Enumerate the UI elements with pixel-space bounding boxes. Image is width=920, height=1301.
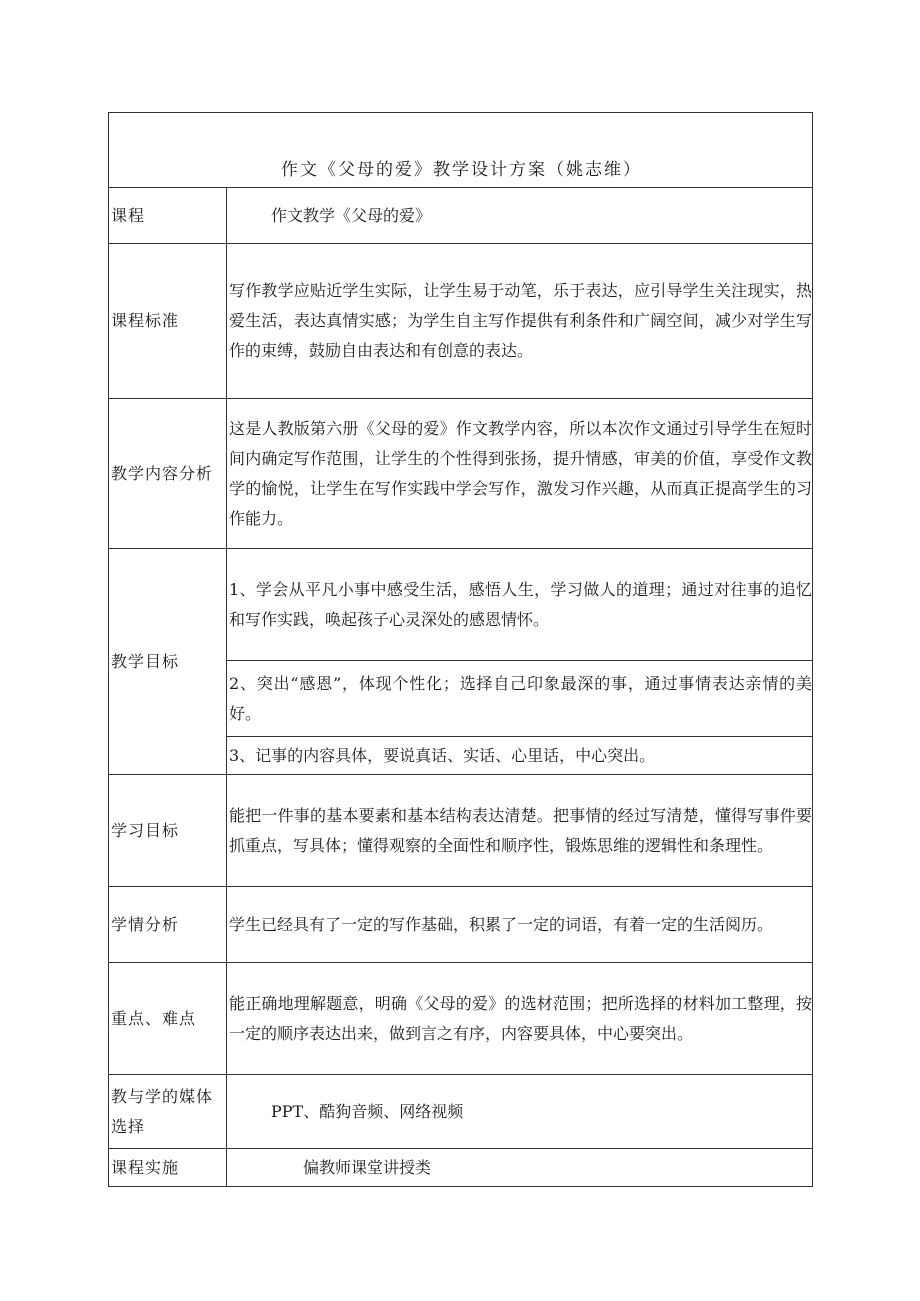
key-points-value: 能正确地理解题意，明确《父母的爱》的选材范围；把所选择的材料加工整理，按一定的顺序表达出来，做到言之有序，内容要具体，中心要突出。: [227, 963, 813, 1075]
learning-goals-row: [109, 775, 813, 887]
implementation-label: 课程实施: [109, 1149, 227, 1187]
content-analysis-label: 教学内容分析: [109, 399, 227, 549]
implementation-value: 偏教师课堂讲授类: [227, 1149, 813, 1187]
learner-analysis-label: 学情分析: [109, 887, 227, 963]
media-value: PPT、酷狗音频、网络视频: [227, 1075, 813, 1149]
teaching-goals-label: 教学目标: [109, 549, 227, 775]
learning-goals-label: 学习目标: [109, 775, 227, 887]
key-points-label: 重点、难点: [109, 963, 227, 1075]
content-analysis-row: [109, 399, 813, 549]
course-row: [109, 188, 813, 244]
key-points-row: [109, 963, 813, 1075]
course-value: 作文教学《父母的爱》: [227, 188, 813, 244]
standard-value: 写作教学应贴近学生实际，让学生易于动笔，乐于表达，应引导学生关注现实，热爱生活，表达真情实感；为学生自主写作提供有利条件和广阔空间，减少对学生写作的束缚，鼓励自由表达和有创意的表达。: [227, 244, 813, 399]
title-row: [109, 113, 813, 188]
media-label: 教与学的媒体选择: [109, 1075, 227, 1149]
teaching-goal-row-1: [109, 549, 813, 661]
learning-goals-value: 能把一件事的基本要素和基本结构表达清楚。把事情的经过写清楚，懂得写事件要抓重点，写具体；懂得观察的全面性和顺序性，锻炼思维的逻辑性和条理性。: [227, 775, 813, 887]
content-analysis-value: 这是人教版第六册《父母的爱》作文教学内容，所以本次作文通过引导学生在短时间内确定写作范围，让学生的个性得到张扬，提升情感，审美的价值，享受作文教学的愉悦，让学生在写作实践中学会写作，激发习作兴趣，从而真正提高学生的习作能力。: [227, 399, 813, 549]
media-row: [109, 1075, 813, 1149]
teaching-goal-item: 1、学会从平凡小事中感受生活，感悟人生，学习做人的道理；通过对往事的追忆和写作实践，唤起孩子心灵深处的感恩情怀。: [227, 549, 813, 661]
lesson-plan-table: [108, 112, 813, 1187]
implementation-row: [109, 1149, 813, 1187]
teaching-goal-item: 2、突出“感恩”，体现个性化；选择自己印象最深的事，通过事情表达亲情的美好。: [227, 661, 813, 737]
learner-analysis-row: [109, 887, 813, 963]
standard-label: 课程标准: [109, 244, 227, 399]
learner-analysis-value: 学生已经具有了一定的写作基础，积累了一定的词语，有着一定的生活阅历。: [227, 887, 813, 963]
course-label: 课程: [109, 188, 227, 244]
document-title: 作文《父母的爱》教学设计方案（姚志维）: [109, 113, 813, 188]
teaching-goal-item: 3、记事的内容具体，要说真话、实话、心里话，中心突出。: [227, 737, 813, 775]
standard-row: [109, 244, 813, 399]
